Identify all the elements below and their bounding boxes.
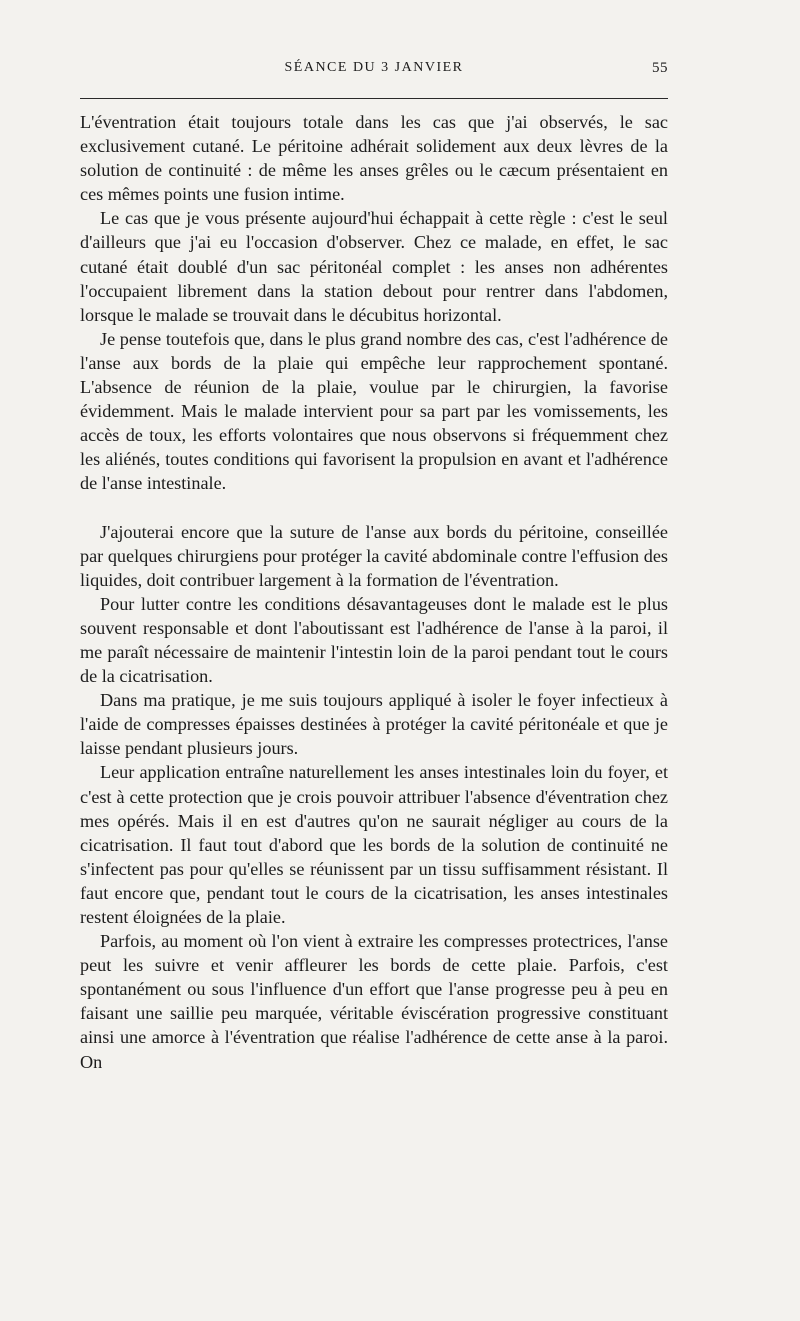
header-rule [80,98,668,99]
paragraph: Parfois, au moment où l'on vient à extraire les compresses protectrices, l'anse peut les suivre et venir affleurer les bords de cette plaie. Parfois, c'est spontanément ou sous l'influence d'un effort que l'anse progresse peu à peu en faisant une saillie peu marquée, véritable éviscération progressive constituant ainsi une amorce à l'éventration que réalise l'adhérence de cette anse à la paroi. On [80,931,668,1072]
body-text [80,110,668,1074]
paragraph: Je pense toutefois que, dans le plus grand nombre des cas, c'est l'adhérence de l'anse aux bords de la plaie qui empêche leur rapprochement spontané. L'absence de réunion de la plaie, voulue par le chirurgien, la favorise évidemment. Mais le malade intervient pour sa part par les vomissements, les accès de toux, les efforts volontaires que nous observons si fréquemment chez les aliénés, toutes conditions qui favorisent la propulsion en avant et l'adhérence de l'anse intestinale. [80,328,668,494]
paragraph: Leur application entraîne naturellement les anses intestinales loin du foyer, et c'est à cette protection que je crois pouvoir attribuer l'absence d'éventration chez mes opérés. Mais il en est d'autres qu'on ne saurait négliger au cours de la cicatrisation. Il faut tout d'abord que les bords de la solution de continuité ne s'infectent pas pour qu'elles se réunissent par un tissu suffisamment résistant. Il faut encore que, pendant tout le cours de la cicatrisation, les anses intestinales restent éloignées de la plaie. [80,762,668,927]
paragraph: Le cas que je vous présente aujourd'hui échappait à cette règle : c'est le seul d'ailleurs que j'ai eu l'occasion d'observer. Chez ce malade, en effet, le sac cutané était doublé d'un sac péritonéal complet : les anses non adhérentes l'occupaient librement dans la station debout pour rentrer dans l'abdomen, lorsque le malade se trouvait dans le décubitus horizontal. [80,208,668,325]
paragraph: L'éventration était toujours totale dans les cas que j'ai observés, le sac exclusivement cutané. Le péritoine adhérait solidement aux deux lèvres de la solution de continuité : de même les anses grêles ou le cæcum présentaient en ces mêmes points une fusion intime. [80,112,668,205]
paragraph: Pour lutter contre les conditions désavantageuses dont le malade est le plus souvent responsable et dont l'aboutissant est l'adhérence de l'anse à la paroi, il me paraît nécessaire de maintenir l'intestin loin de la paroi pendant tout le cours de la cicatrisation. [80,593,668,687]
running-title: SÉANCE DU 3 JANVIER [284,60,464,75]
paragraph: J'ajouterai encore que la suture de l'anse aux bords du péritoine, conseillée par quelques chirurgiens pour protéger la cavité abdominale contre l'effusion des liquides, doit contribuer largement à la formation de l'éventration. [80,521,668,590]
page-header [80,60,668,84]
page-number: 55 [652,60,668,76]
paragraph: Dans ma pratique, je me suis toujours appliqué à isoler le foyer infectieux à l'aide de compresses épaisses destinées à protéger la cavité péritonéale et que je laisse pendant plusieurs jours. [80,690,668,759]
